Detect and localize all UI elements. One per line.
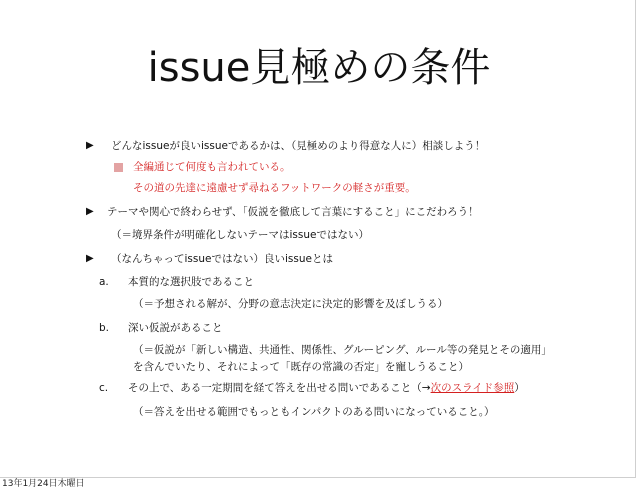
- footer-date: 13年1月24日木曜日: [2, 479, 85, 489]
- bullet-arrow-icon: ▶: [86, 253, 94, 264]
- bullet-arrow-icon: ▶: [86, 140, 94, 151]
- square-bullet-icon: [114, 163, 123, 172]
- item-c-sub: （＝答えを出せる範囲でもっともインパクトのある問いになっていること。）: [133, 406, 495, 418]
- point-consult: どんなissueが良いissueであるかは、（見極めのより得意な人に）相談しよう！: [111, 140, 486, 152]
- item-b-text: 深い仮説があること: [128, 322, 223, 334]
- item-b-marker: b.: [99, 322, 110, 334]
- point-hypothesis: テーマや関心で終わらせず、「仮説を徹底して言葉にすること」にこだわろう！: [107, 206, 479, 218]
- item-c-text-before: その上で、ある一定期間を経て答えを出せる問いであること（→: [128, 382, 431, 394]
- bullet-arrow-icon: ▶: [86, 206, 94, 217]
- item-b-sub2: を含んでいたり、それによって「既存の常識の否定」を寵しうること）: [133, 361, 469, 373]
- item-a-marker: a.: [99, 276, 109, 288]
- item-a-sub: （＝予想される解が、分野の意志決定に決定的影響を及ぼしうる）: [133, 298, 448, 310]
- point-hypothesis-note: （＝境界条件が明確化しないテーマはissueではない）: [111, 229, 369, 241]
- next-slide-link[interactable]: 次のスライド参照: [430, 382, 515, 394]
- item-c-text-after: ）: [514, 382, 525, 394]
- point-good-issue: （なんちゃってissueではない）良いissueとは: [111, 253, 333, 265]
- note-repeated: 全編通じて何度も言われている。: [133, 161, 291, 173]
- note-footwork: その道の先達に遠慮せず尋ねるフットワークの軽さが重要。: [133, 182, 416, 194]
- item-a-text: 本質的な選択肢であること: [128, 276, 254, 288]
- item-b-sub1: （＝仮説が「新しい構造、共通性、関係性、グルーピング、ルール等の発見とその適用」: [133, 344, 552, 356]
- item-c-text: [128, 381, 525, 395]
- slide-title: issue見極めの条件: [147, 45, 491, 91]
- item-c-marker: c.: [99, 382, 109, 394]
